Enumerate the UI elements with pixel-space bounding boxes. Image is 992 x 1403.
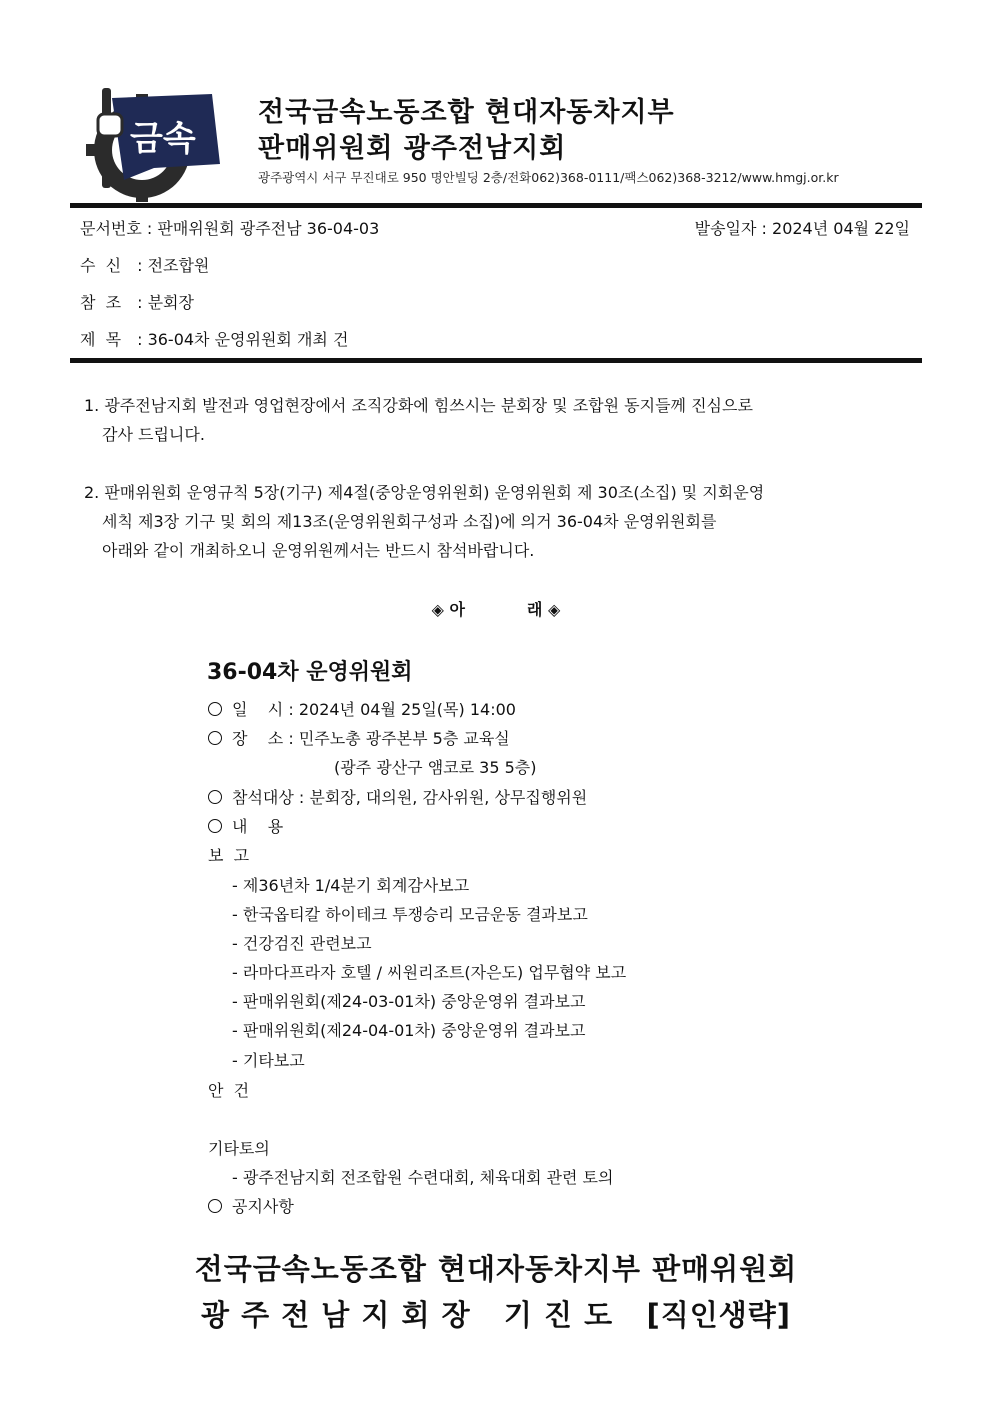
meeting-date-label: 일 시 [232,700,284,719]
doc-number-label: 문서번호 [80,219,142,238]
report-item: - 판매위원회(제24-03-01차) 중앙운영위 결과보고 [232,992,586,1011]
doc-number-row: 문서번호 : 판매위원회 광주전남 36-04-03 [80,219,380,238]
circle-bullet-icon [208,1199,222,1213]
footer-signature: 광 주 전 남 지 회 장 기 진 도 [직인생략] [200,1298,792,1332]
recipient-row: 수 신 : 전조합원 [80,253,209,276]
meeting-place-detail: (광주 광산구 앰코로 35 5층) [334,758,537,777]
union-logo [84,84,226,202]
subject: 36-04차 운영위원회 개최 건 [147,330,349,349]
meeting-date: 2024년 04월 25일(목) 14:00 [298,700,516,719]
org-name-line1: 전국금속노동조합 현대자동차지부 [258,97,675,128]
report-item: - 기타보고 [232,1051,305,1070]
send-date-row: 발송일자 : 2024년 04월 22일 [694,219,910,238]
report-item: - 라마다프라자 호텔 / 씨원리조트(자은도) 업무협약 보고 [232,963,627,982]
report-item: - 제36년차 1/4분기 회계감사보고 [232,876,470,895]
paragraph-1-line: 1. 광주전남지회 발전과 영업현장에서 조직강화에 힘쓰시는 분회장 및 조합원 동지들께 진심으로 [84,396,753,415]
attendees-label: 참석대상 [232,788,294,807]
recipient: 전조합원 [147,256,210,275]
footer-org: 전국금속노동조합 현대자동차지부 판매위원회 [194,1252,798,1286]
paragraph-1 [84,391,914,449]
report-item: - 판매위원회(제24-04-01차) 중앙운영위 결과보고 [232,1021,586,1040]
header-divider [70,203,922,208]
notice-heading-right: 래 ◈ [527,600,561,619]
attendees-row: 참석대상 : 분회장, 대의원, 감사위원, 상무집행위원 [208,785,587,808]
meeting-place-label: 장 소 [232,729,284,748]
report-heading: 보 고 [208,846,250,865]
subject-label: 제 목 [80,330,122,349]
paragraph-2-line: 아래와 같이 개최하오니 운영위원께서는 반드시 참석바랍니다. [102,541,535,560]
other-discussion-heading: 기타토의 [208,1139,270,1158]
report-item: - 한국옵티칼 하이테크 투쟁승리 모금운동 결과보고 [232,905,588,924]
recipient-label: 수 신 [80,256,122,275]
circle-bullet-icon [208,702,222,716]
subject-row: 제 목 : 36-04차 운영위원회 개최 건 [80,327,348,350]
paragraph-2-line: 2. 판매위원회 운영규칙 5장(기구) 제4절(중앙운영위원회) 운영위원회 제 30조(소집) 및 지회운영 [84,483,765,502]
paragraph-1-line: 감사 드립니다. [102,425,205,444]
meeting-place-row: 장 소 : 민주노총 광주본부 5층 교육실 [208,726,510,749]
other-discussion-item: - 광주전남지회 전조합원 수련대회, 체육대회 관련 토의 [232,1168,614,1187]
cc-row: 참 조 : 분회장 [80,290,194,313]
org-name-line2: 판매위원회 광주전남지회 [258,133,567,164]
meeting-place: 민주노총 광주본부 5층 교육실 [298,729,510,748]
meeting-date-row: 일 시 : 2024년 04월 25일(목) 14:00 [208,697,516,720]
paragraph-2 [84,478,914,565]
notice-row [208,1194,294,1217]
paragraph-2-line: 세칙 제3장 기구 및 회의 제13조(운영위원회구성과 소집)에 의거 36-04차 운영위원회를 [102,512,717,531]
attendees: 분회장, 대의원, 감사위원, 상무집행위원 [309,788,588,807]
circle-bullet-icon [208,731,222,745]
notice-label: 공지사항 [232,1197,294,1216]
send-date: 2024년 04월 22일 [772,219,910,238]
circle-bullet-icon [208,819,222,833]
logo-text: 금속 [130,119,196,159]
report-item: - 건강검진 관련보고 [232,934,372,953]
circle-bullet-icon [208,790,222,804]
agenda-heading: 안 건 [208,1081,250,1100]
cc: 분회장 [147,293,194,312]
content-row [208,814,283,837]
meeting-title: 36-04차 운영위원회 [207,660,413,685]
send-date-label: 발송일자 [694,219,757,238]
doc-number: 판매위원회 광주전남 36-04-03 [157,219,380,238]
meta-divider [70,358,922,363]
notice-heading [0,597,992,620]
cc-label: 참 조 [80,293,122,312]
notice-heading-left: ◈ 아 [431,600,465,619]
content-label: 내 용 [232,817,284,836]
org-address: 광주광역시 서구 무진대로 950 명안빌딩 2층/전화062)368-0111/팩스062)368-3212/www.hmgj.or.kr [258,170,839,185]
